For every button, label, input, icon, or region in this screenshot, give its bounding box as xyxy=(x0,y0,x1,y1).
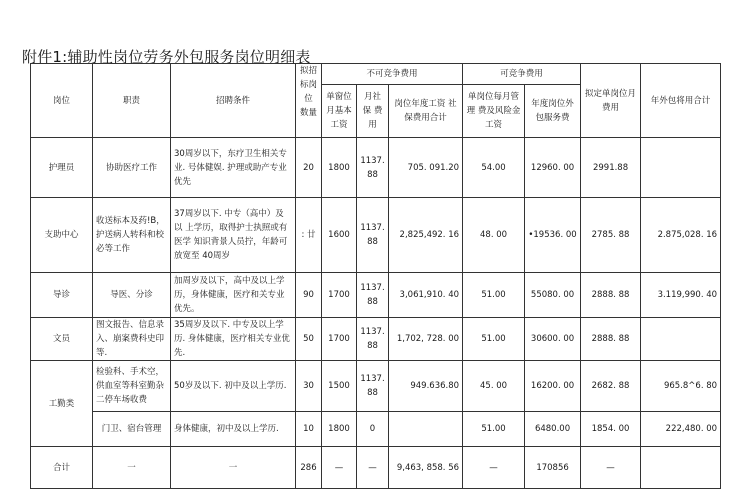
cell-mgmt-risk: 51.00 xyxy=(463,412,525,447)
cell-duty: 门卫、宿台管理 xyxy=(93,412,171,447)
total-duty: 一 xyxy=(93,447,171,489)
header-mgmt-risk: 单岗位每月管理 费及风险金工资 xyxy=(463,85,525,138)
cell-annual-service: 12960. 00 xyxy=(525,138,581,198)
cell-position-label: 工勤类 xyxy=(48,398,75,409)
total-label: 合计 xyxy=(31,447,93,489)
cell-annual-wage-social: 3,061,910. 40 xyxy=(389,273,463,318)
cell-annual-total: 222,480. 00 xyxy=(641,412,721,447)
cell-quota: 90 xyxy=(296,273,322,318)
total-social: — xyxy=(357,447,389,489)
cell-position: 导诊 xyxy=(31,273,93,318)
total-mgmt-risk: — xyxy=(463,447,525,489)
cell-annual-wage-social: 1,702, 728. 00 xyxy=(389,318,463,361)
cell-mgmt-risk: 51.00 xyxy=(463,273,525,318)
header-annual-total: 年外包将用合计 xyxy=(641,64,721,138)
cell-quota: : 廿 xyxy=(296,198,322,273)
total-quota: 286 xyxy=(296,447,322,489)
cell-requirements: 37周岁以下. 中专（高中）及以 上学历，取得护士执照或有医学 知识背景人员拧，年龄可放宽至 40周岁 xyxy=(171,198,296,273)
header-annual-wage-social: 岗位年度工资 社保费用合计 xyxy=(389,85,463,138)
cell-annual-service: 16200. 00 xyxy=(525,361,581,412)
table-row xyxy=(31,198,721,273)
cell-duty: 图文报告、信息录入、崩案费科史印等. xyxy=(93,318,171,361)
cell-monthly-cost: 2991.88 xyxy=(581,138,641,198)
cell-annual-wage-social: 705. 091.20 xyxy=(389,138,463,198)
cell-requirements: 30周岁以下，东疗卫生相关专 业. 号体健娱. 护理或助产专业 优先 xyxy=(171,138,296,198)
header-non-competitive: 不可竞争费用 xyxy=(322,64,463,85)
total-base-wage: — xyxy=(322,447,357,489)
table-row xyxy=(31,361,721,412)
cell-position: 文员 xyxy=(31,318,93,361)
cell-social: 0 xyxy=(357,412,389,447)
cell-annual-service: 55080. 00 xyxy=(525,273,581,318)
cell-mgmt-risk: 51.00 xyxy=(463,318,525,361)
cell-duty: 收送标本及药!B，护送病人转科和校必等工作 xyxy=(93,198,171,273)
staffing-table xyxy=(30,63,721,489)
cell-mgmt-risk: 54.00 xyxy=(463,138,525,198)
total-annual-total xyxy=(641,447,721,489)
header-annual-service: 年度岗位外包服务费 xyxy=(525,85,581,138)
cell-requirements: 50岁及以下. 初中及以上学历. xyxy=(171,361,296,412)
cell-annual-service: 30600. 00 xyxy=(525,318,581,361)
cell-annual-total xyxy=(641,318,721,361)
header-quota: 拟招标岗位 数量 xyxy=(296,64,322,138)
cell-annual-service: 6480.00 xyxy=(525,412,581,447)
total-annual-wage-social: 9,463, 858. 56 xyxy=(389,447,463,489)
header-requirements: 招聘条件 xyxy=(171,64,296,138)
header-competitive: 可竞争费用 xyxy=(463,64,581,85)
cell-quota: 10 xyxy=(296,412,322,447)
cell-annual-total: 3.119,990. 40 xyxy=(641,273,721,318)
cell-monthly-cost: 2785. 88 xyxy=(581,198,641,273)
table-row xyxy=(31,138,721,198)
table-row xyxy=(31,412,721,447)
cell-base-wage: 1500 xyxy=(322,361,357,412)
cell-position xyxy=(31,361,93,447)
cell-annual-wage-social: 2,825,492. 16 xyxy=(389,198,463,273)
header-position: 岗位 xyxy=(31,64,93,138)
cell-annual-total xyxy=(641,138,721,198)
table-row xyxy=(31,318,721,361)
cell-social: 1137. 88 xyxy=(357,198,389,273)
cell-annual-total: 965.8^6. 80 xyxy=(641,361,721,412)
total-row xyxy=(31,447,721,489)
cell-base-wage: 1800 xyxy=(322,412,357,447)
header-row-1 xyxy=(31,64,721,85)
cell-mgmt-risk: 45. 00 xyxy=(463,361,525,412)
cell-annual-wage-social: 949.636.80 xyxy=(389,361,463,412)
cell-duty: 导医、分诊 xyxy=(93,273,171,318)
cell-monthly-cost: 1854. 00 xyxy=(581,412,641,447)
header-monthly-cost: 拟定单岗位月费用 xyxy=(581,64,641,138)
cell-duty: 协助医疗工作 xyxy=(93,138,171,198)
cell-base-wage: 1700 xyxy=(322,273,357,318)
cell-base-wage: 1800 xyxy=(322,138,357,198)
cell-requirements: 35周岁及以下. 中专及以上学历. 身体健康，医疗相关专业优先. xyxy=(171,318,296,361)
cell-position: 支助中心 xyxy=(31,198,93,273)
cell-annual-wage-social xyxy=(389,412,463,447)
cell-requirements: 加周岁及以下，高中及以上学历，身体健康，医疗和关专业优先。 xyxy=(171,273,296,318)
cell-monthly-cost: 2682. 88 xyxy=(581,361,641,412)
header-social: 月社保 费用 xyxy=(357,85,389,138)
cell-social: 1137. 88 xyxy=(357,138,389,198)
header-base-wage: 单窗位月基本工资 xyxy=(322,85,357,138)
cell-quota: 30 xyxy=(296,361,322,412)
cell-annual-total: 2.875,028. 16 xyxy=(641,198,721,273)
cell-annual-service: •19536. 00 xyxy=(525,198,581,273)
cell-social: 1137.88 xyxy=(357,273,389,318)
cell-social: 1137. 88 xyxy=(357,361,389,412)
cell-duty: 检验科、手术空，供血室等科室勤杂二停车场收费 xyxy=(93,361,171,412)
cell-mgmt-risk: 48. 00 xyxy=(463,198,525,273)
cell-social: 1137. 88 xyxy=(357,318,389,361)
total-requirements: 一 xyxy=(171,447,296,489)
header-duty: 职责 xyxy=(93,64,171,138)
cell-position: 护理员 xyxy=(31,138,93,198)
cell-base-wage: 1600 xyxy=(322,198,357,273)
cell-monthly-cost: 2888. 88 xyxy=(581,273,641,318)
cell-quota: 20 xyxy=(296,138,322,198)
cell-requirements: 身体健康，初中及以上学历. xyxy=(171,412,296,447)
page-title: 附件1:辅助性岗位劳务外包服务岗位明细表 xyxy=(22,48,311,66)
total-annual-service: 170856 xyxy=(525,447,581,489)
cell-monthly-cost: 2888. 88 xyxy=(581,318,641,361)
table-row xyxy=(31,273,721,318)
cell-base-wage: 1700 xyxy=(322,318,357,361)
cell-quota: 50 xyxy=(296,318,322,361)
total-monthly-cost: — xyxy=(581,447,641,489)
